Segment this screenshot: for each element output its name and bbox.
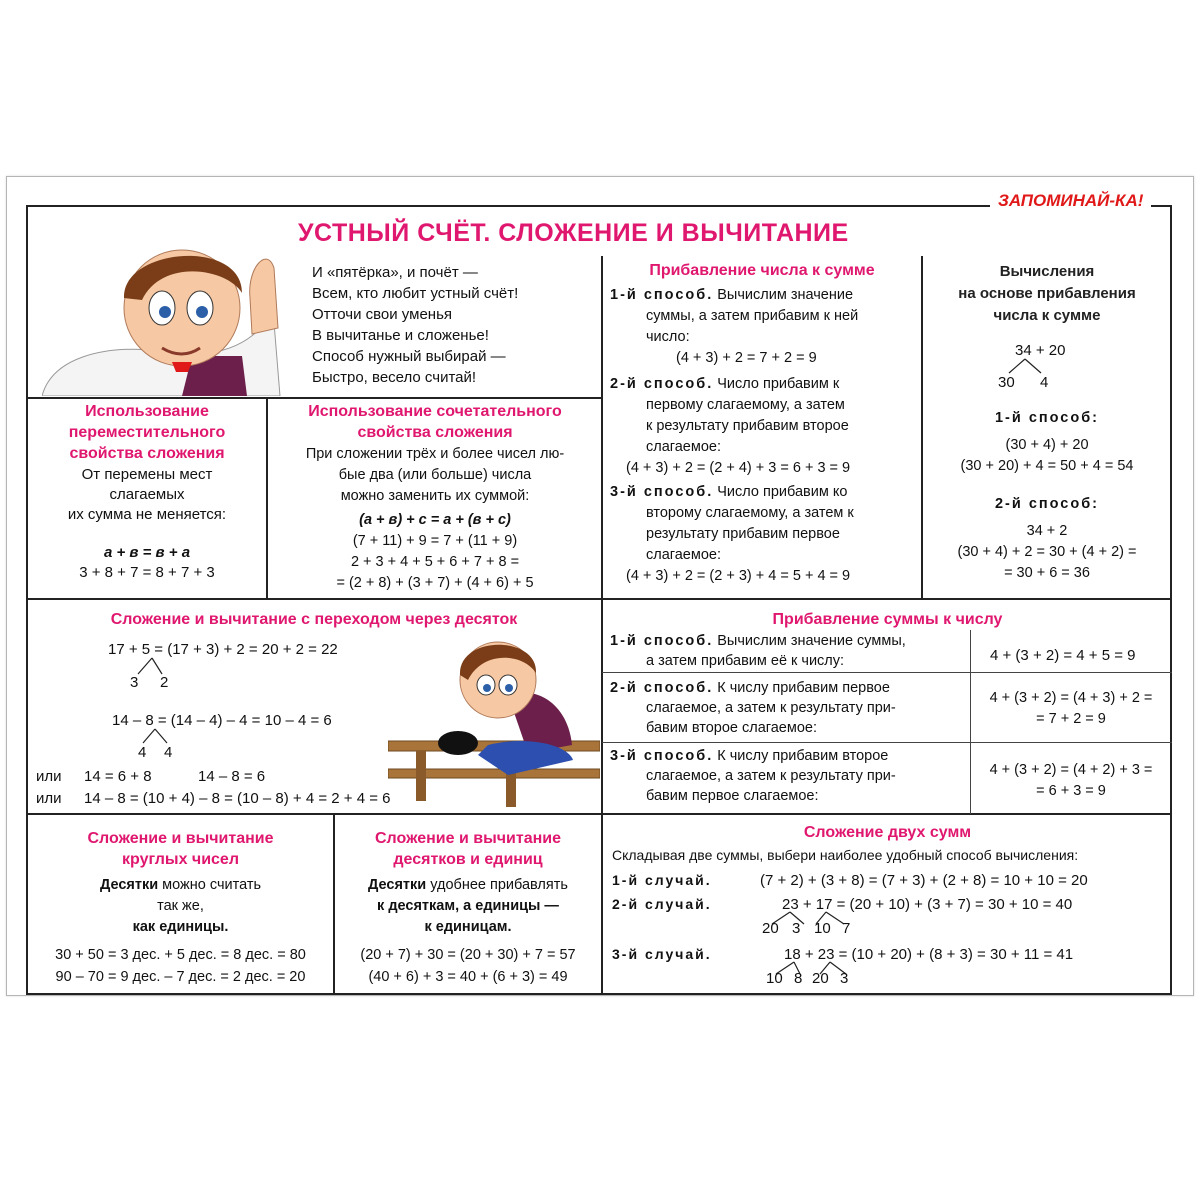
title-line: числа к сумме <box>993 307 1101 324</box>
text-line: слагаемое: <box>646 439 721 455</box>
method-example: (4 + 3) + 2 = 7 + 2 = 9 <box>676 350 817 366</box>
tree-part: 7 <box>842 920 851 937</box>
method-label: 3-й способ. <box>610 748 714 764</box>
tree-part: 3 <box>840 970 849 987</box>
associative-title <box>270 401 600 443</box>
method-label: 2-й способ: <box>994 496 1100 512</box>
boy-thumbs-up-illustration <box>42 238 282 396</box>
example-line: 90 – 70 = 9 дес. – 7 дес. = 2 дес. = 20 <box>55 969 306 985</box>
calc-part: 4 <box>1040 374 1049 391</box>
tree-part: 4 <box>164 744 173 761</box>
num-to-sum-title: Прибавление числа к сумме <box>649 262 875 279</box>
title-line: десятков и единиц <box>393 851 543 868</box>
title-line: Использование сочетательного <box>308 403 562 420</box>
bold-word: Десятки <box>99 877 159 893</box>
text-line: Число прибавим ко <box>717 484 848 500</box>
tree-part: 20 <box>812 970 829 987</box>
tens-example: 14 = 6 + 8 <box>84 768 152 785</box>
tens-units-title <box>335 828 601 870</box>
text-line: результату прибавим первое <box>646 526 840 542</box>
round-text <box>28 875 333 938</box>
calc-methods <box>923 408 1171 584</box>
divider <box>26 813 1172 815</box>
tree-part: 10 <box>814 920 831 937</box>
page-title: УСТНЫЙ СЧЁТ. СЛОЖЕНИЕ И ВЫЧИТАНИЕ <box>298 219 849 247</box>
bold-word: единицы <box>475 898 541 914</box>
title-line: Использование <box>85 403 209 420</box>
tens-example: 14 – 8 = 6 <box>198 768 266 785</box>
text-line: суммы, а затем прибавим к ней <box>646 308 859 324</box>
sum-to-num-row <box>610 746 896 806</box>
text-line: слагаемое, а затем к результату при- <box>646 700 896 716</box>
example-line: 2 + 3 + 4 + 5 + 6 + 7 + 8 = <box>350 554 520 570</box>
text-line: слагаемых <box>109 486 185 503</box>
sum-to-num-title: Прибавление суммы к числу <box>772 611 1003 628</box>
title-line: на основе прибавления <box>958 285 1136 302</box>
text-line: можно считать <box>158 877 262 893</box>
text-line: бавим первое слагаемое: <box>646 788 819 804</box>
text-line: От перемены мест <box>81 466 213 483</box>
text-line: слагаемое: <box>646 547 721 563</box>
text-line: бавим второе слагаемое: <box>646 720 817 736</box>
boy-on-bench-illustration <box>388 635 600 807</box>
title-line: свойства сложения <box>357 424 513 441</box>
text-line: 34 + 2 <box>1026 523 1068 539</box>
case-label: 1-й случай. <box>612 872 712 888</box>
poem-line: Всем, кто любит устный счёт! <box>312 285 519 302</box>
commutative-example: 3 + 8 + 7 = 8 + 7 + 3 <box>79 564 215 581</box>
text-line: (30 + 20) + 4 = 50 + 4 = 54 <box>960 458 1134 474</box>
method-label: 1-й способ. <box>610 633 714 649</box>
text-line: При сложении трёх и более чисел лю- <box>305 446 565 462</box>
example-line: = (2 + 8) + (3 + 7) + (4 + 6) + 5 <box>336 575 534 591</box>
poem-line: Отточи свои уменья <box>312 306 453 323</box>
text-line: к результату прибавим второе <box>646 418 849 434</box>
associative-text <box>270 444 600 594</box>
case-example: (7 + 2) + (3 + 8) = (7 + 3) + (2 + 8) = 10 + 10 = 20 <box>760 872 1088 889</box>
text-line: К числу прибавим второе <box>717 748 889 764</box>
text-line: 4 + (3 + 2) = (4 + 2) + 3 = <box>989 762 1153 778</box>
case-example: 23 + 17 = (20 + 10) + (3 + 7) = 30 + 10 = 40 <box>782 896 1073 913</box>
bold-word: Десятки <box>368 877 427 893</box>
commutative-formula: а + в = в + а <box>103 544 191 561</box>
title-line: переместительного <box>68 424 226 441</box>
method-label: 2-й способ. <box>610 680 714 696</box>
two-sums-title: Сложение двух сумм <box>803 824 972 841</box>
sum-to-num-row <box>610 631 906 671</box>
divider <box>26 598 1172 600</box>
case-example: 18 + 23 = (10 + 20) + (8 + 3) = 30 + 11 = 41 <box>784 946 1074 963</box>
poem-line: Быстро, весело считай! <box>312 369 477 386</box>
title-line: круглых чисел <box>122 851 239 868</box>
tree-part: 8 <box>794 970 803 987</box>
round-examples <box>28 944 333 988</box>
title-line: Вычисления <box>999 263 1095 280</box>
text-line: бые два (или больше) числа <box>338 467 532 483</box>
text-line: — <box>540 898 559 914</box>
commutative-text <box>30 465 264 583</box>
tree-part: 3 <box>792 920 801 937</box>
case-label: 2-й случай. <box>612 896 712 912</box>
method-label: 1-й способ. <box>610 287 714 303</box>
text-line: второму слагаемому, а затем к <box>646 505 854 521</box>
round-title <box>28 828 333 870</box>
method-label: 2-й способ. <box>610 376 714 392</box>
or-label: или <box>36 790 62 807</box>
tree-part: 10 <box>766 970 783 987</box>
sum-to-num-result: 4 + (3 + 2) = 4 + 5 = 9 <box>990 647 1136 664</box>
tens-example: 14 – 8 = (10 + 4) – 8 = (10 – 8) + 4 = 2 + 4 = 6 <box>84 790 391 807</box>
poem-line: Способ нужный выбирай — <box>312 348 506 365</box>
tens-example: 17 + 5 = (17 + 3) + 2 = 20 + 2 = 22 <box>108 641 338 658</box>
example-line: (20 + 7) + 30 = (20 + 30) + 7 = 57 <box>360 947 576 963</box>
case-label: 3-й случай. <box>612 946 712 962</box>
tree-part: 20 <box>762 920 779 937</box>
or-label: или <box>36 768 62 785</box>
text-line: = 6 + 3 = 9 <box>1036 783 1106 799</box>
poem-line: В вычитанье и сложенье! <box>312 327 489 344</box>
method-label: 1-й способ: <box>994 410 1100 426</box>
example-line: (7 + 11) + 9 = 7 + (11 + 9) <box>352 533 518 549</box>
text-line: первому слагаемому, а затем <box>646 397 845 413</box>
text-line: 4 + (3 + 2) = (4 + 3) + 2 = <box>989 690 1153 706</box>
divider <box>602 742 1172 743</box>
example-line: (40 + 6) + 3 = 40 + (6 + 3) = 49 <box>368 969 568 985</box>
text-line: = 30 + 6 = 36 <box>1004 565 1090 581</box>
text-line: слагаемое, а затем к результату при- <box>646 768 896 784</box>
example-line: 30 + 50 = 3 дес. + 5 дес. = 8 дес. = 80 <box>55 947 306 963</box>
tens-units-examples <box>335 944 601 988</box>
bold-word: к единицам. <box>424 919 512 935</box>
text-line: их сумма не меняется: <box>67 506 227 523</box>
text-line: (30 + 4) + 20 <box>1005 437 1089 453</box>
divider <box>266 397 268 599</box>
calc-part: 30 <box>998 374 1015 391</box>
text-line: а затем прибавим её к числу: <box>646 653 845 669</box>
two-sums-intro: Складывая две суммы, выбери наиболее удобный способ вычисления: <box>612 847 1079 863</box>
badge: ЗАПОМИНАЙ-КА! <box>990 189 1151 213</box>
num-to-sum-body <box>610 285 915 587</box>
sum-to-num-result <box>972 760 1170 802</box>
tens-title: Сложение и вычитание с переходом через десяток <box>110 611 518 628</box>
tree-part: 2 <box>160 674 169 691</box>
associative-formula: (а + в) + с = а + (в + с) <box>359 512 511 528</box>
tens-example: 14 – 8 = (14 – 4) – 4 = 10 – 4 = 6 <box>112 712 332 729</box>
calc-title <box>923 261 1171 327</box>
method-example: (4 + 3) + 2 = (2 + 4) + 3 = 6 + 3 = 9 <box>626 460 851 476</box>
title-line: Сложение и вычитание <box>87 830 274 847</box>
title-line: свойства сложения <box>69 445 225 462</box>
text-line: Вычислим значение <box>717 287 854 303</box>
sum-to-num-row <box>610 678 896 738</box>
title-line: Сложение и вычитание <box>375 830 561 847</box>
tens-units-text <box>335 875 601 938</box>
text-line: число: <box>646 329 690 345</box>
bold-word: как единицы. <box>132 919 229 935</box>
text-line: удобнее прибавлять <box>426 877 568 893</box>
tree-part: 3 <box>130 674 139 691</box>
method-example: (4 + 3) + 2 = (2 + 3) + 4 = 5 + 4 = 9 <box>626 568 851 584</box>
sum-to-num-result <box>972 688 1170 730</box>
text-line: Вычислим значение суммы, <box>717 633 906 649</box>
method-label: 3-й способ. <box>610 484 714 500</box>
bold-word: к десяткам, а <box>377 898 472 914</box>
text-line: = 7 + 2 = 9 <box>1036 711 1106 727</box>
poem-line: И «пятёрка», и почёт — <box>312 264 478 281</box>
text-line: (30 + 4) + 2 = 30 + (4 + 2) = <box>957 544 1137 560</box>
text-line: К числу прибавим первое <box>717 680 890 696</box>
text-line: так же, <box>157 898 204 914</box>
commutative-title <box>30 401 264 464</box>
calc-expression: 34 + 20 <box>1015 342 1066 359</box>
text-line: можно заменить их суммой: <box>340 488 530 504</box>
divider <box>602 672 1172 673</box>
divider <box>970 630 971 814</box>
text-line: Число прибавим к <box>717 376 840 392</box>
divider <box>26 397 602 399</box>
tree-part: 4 <box>138 744 147 761</box>
